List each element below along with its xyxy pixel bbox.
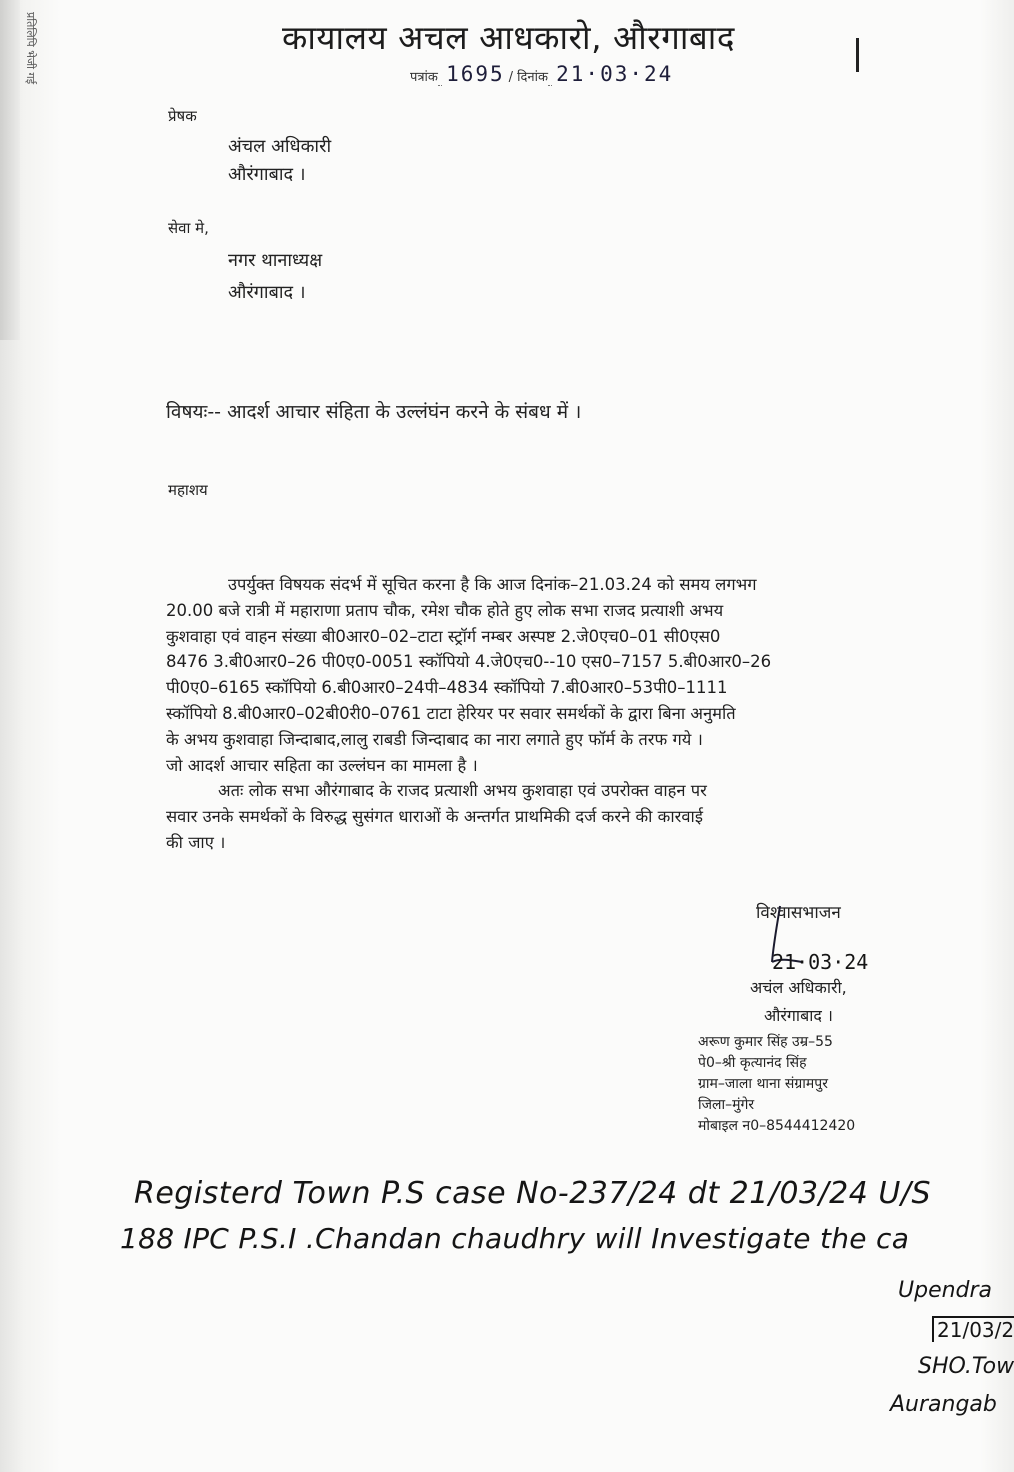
- signer-designation: अचंल अधिकारी,: [750, 978, 847, 997]
- signer-place: औरंगाबाद ।: [764, 1006, 833, 1025]
- stamp-line1: Upendra: [898, 1278, 993, 1303]
- date-label: दिनांक: [517, 70, 548, 85]
- body-line: जो आदर्श आचार सहिता का उल्लंघन का मामला है ।: [166, 755, 478, 775]
- stamp-line2: 21/03/2: [932, 1316, 1014, 1342]
- title-danda: [856, 38, 859, 72]
- body-line: स्कॉपियो 8.बी0आर0–02बी0री0–0761 टाटा हेरियर पर सवार समर्थकों के द्वारा बिना अनुमति: [166, 703, 736, 723]
- sender-line2: औरंगाबाद ।: [228, 164, 306, 185]
- body-line: सवार उनके समर्थकों के विरुद्ध सुसंगत धाराओं के अन्तर्गत प्राथमिकी दर्ज करने की कारवाई: [166, 807, 703, 827]
- reference-line: पत्रांक 1695 / दिनांक 21·03·24: [410, 62, 674, 86]
- body-line: पी0ए0–6165 स्कॉपियो 6.बी0आर0–24पी–4834 स्कॉपियो 7.बी0आर0–53पी0–1111: [166, 678, 728, 698]
- signed-date: 21·03·24: [772, 950, 869, 974]
- letter-body: [166, 572, 986, 856]
- endorsement-line1: Registerd Town P.S case No-237/24 dt 21/03/24 U/S: [134, 1176, 931, 1211]
- signer-detail-line: ग्राम–जाला थाना संग्रामपुर: [698, 1076, 828, 1092]
- scan-shadow: [0, 0, 20, 340]
- ref-number: 1695: [446, 62, 505, 86]
- signer-detail-line: पे0–श्री कृत्यानंद सिंह: [698, 1055, 807, 1071]
- salutation: महाशय: [168, 481, 208, 499]
- body-line: की जाए ।: [166, 832, 226, 852]
- signer-details: [698, 1032, 855, 1137]
- ref-label: पत्रांक: [410, 70, 438, 85]
- body-line: के अभय कुशवाहा जिन्दाबाद,लालु राबडी जिन्दाबाद का नारा लगाते हुए फॉर्म के तरफ गये ।: [166, 729, 703, 749]
- body-line: 20.00 बजे रात्री में महाराणा प्रताप चौक, रमेश चौक होते हुए लोक सभा राजद प्रत्याशी अभय: [166, 600, 724, 620]
- recipient-line1: नगर थानाध्यक्ष: [228, 250, 323, 271]
- stamp-line3: SHO.Tow: [918, 1354, 1014, 1379]
- body-line: कुशवाहा एवं वाहन संख्या बी0आर0–02–टाटा स्ट्रॉर्ग नम्बर अस्पष्ट 2.जे0एच0–01 सी0एस0: [166, 626, 721, 646]
- margin-note: प्रतिलिपि भेजी गई: [24, 12, 37, 85]
- signer-detail-line: मोबाइल न0–8544412420: [698, 1118, 856, 1134]
- body-line: उपर्युक्त विषयक संदर्भ में सूचित करना है कि आज दिनांक–21.03.24 को समय लगभग: [228, 575, 757, 594]
- stamp-line4: Aurangab: [890, 1392, 997, 1417]
- recipient-line2: औरंगाबाद ।: [228, 282, 306, 303]
- body-line: 8476 3.बी0आर0–26 पी0ए0-0051 स्कॉपियो 4.जे0एच0--10 एस0–7157 5.बी0आर0–26: [166, 652, 772, 672]
- signer-detail-line: जिला–मुंगेर: [698, 1097, 755, 1113]
- endorsement-line2: 188 IPC P.S.I .Chandan chaudhry will Investigate the ca: [120, 1222, 910, 1255]
- sender-line1: अंचल अधिकारी: [228, 136, 332, 157]
- subject-line: विषयः-- आदर्श आचार संहिता के उल्लंघंन करने के संबध में ।: [166, 401, 582, 423]
- body-line: अतः लोक सभा औरंगाबाद के राजद प्रत्याशी अभय कुशवाहा एवं उपरोक्त वाहन पर: [218, 781, 707, 801]
- date-value: 21·03·24: [556, 62, 674, 86]
- office-title: कायालय अचल आधकारो, औरगाबाद: [282, 18, 735, 57]
- closing: विश्वासभाजन: [756, 903, 841, 923]
- recipient-label: सेवा मे,: [168, 219, 209, 237]
- sender-label: प्रेषक: [168, 107, 197, 125]
- signer-detail-line: अरूण कुमार सिंह उम्र–55: [698, 1034, 833, 1050]
